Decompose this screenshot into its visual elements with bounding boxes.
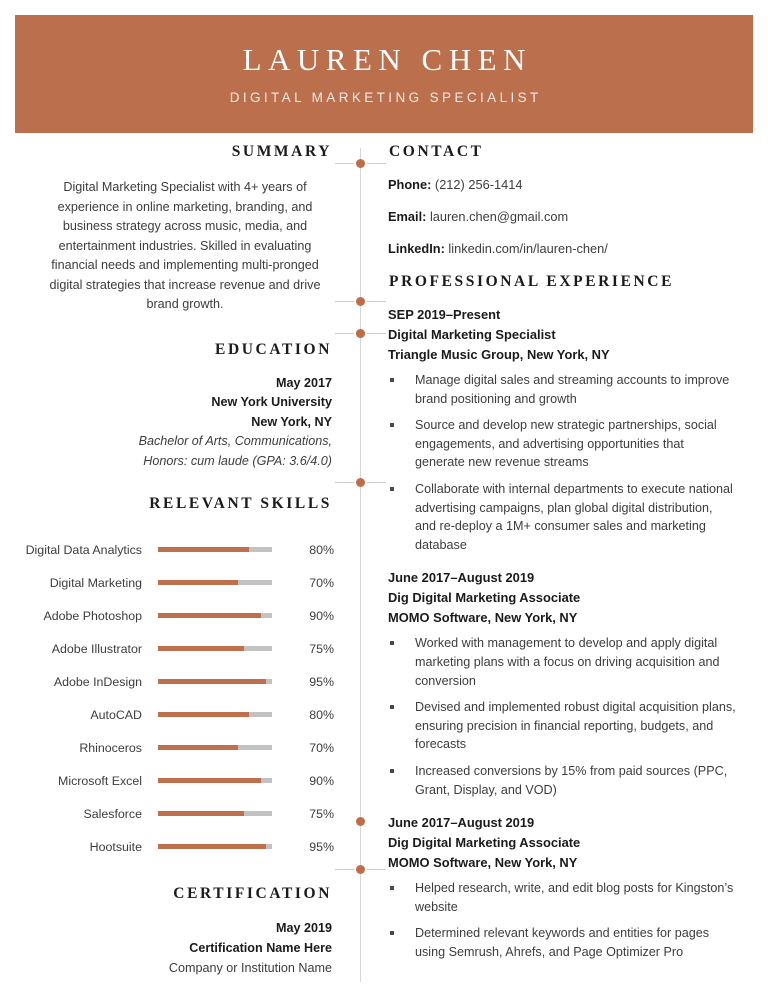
skill-row: [16, 698, 334, 731]
skill-bar-fill: [158, 613, 261, 618]
skill-row: [16, 731, 334, 764]
experience-bullet-list: [388, 879, 736, 961]
skill-bar-fill: [158, 745, 238, 750]
skill-bar-track: [158, 844, 272, 849]
section-heading-relevant-skills: RELEVANT SKILLS: [149, 495, 332, 512]
skill-name: AutoCAD: [90, 707, 142, 722]
contact-label: LinkedIn:: [388, 241, 445, 256]
skill-name: Digital Data Analytics: [25, 542, 142, 557]
section-heading-professional-experience: PROFESSIONAL EXPERIENCE: [389, 273, 675, 290]
contact-label: Phone:: [388, 177, 432, 192]
experience-bullet: Increased conversions by 15% from paid sources (PPC, Grant, Display, and VOD): [388, 762, 736, 799]
experience-role: Dig Digital Marketing Associate: [388, 590, 581, 606]
experience-bullet: Source and develop new strategic partnerships, social engagements, and advertising opportunities that generate new revenue streams: [388, 416, 736, 472]
skill-percent-label: 80%: [309, 542, 334, 557]
skill-bar-track: [158, 547, 272, 552]
section-heading-certification: CERTIFICATION: [173, 885, 332, 902]
skill-name: Adobe Illustrator: [51, 641, 142, 656]
contact-row: [388, 209, 736, 225]
experience-company: MOMO Software, New York, NY: [388, 855, 578, 871]
summary-paragraph: Digital Marketing Specialist with 4+ years of experience in online marketing, branding, and business strategy across music, media, and entertainment industries. Skilled in evaluating financial needs and implementing multi-pronged digital strategies that increase revenue and drive brand growth.: [49, 180, 321, 311]
skill-name: Digital Marketing: [49, 575, 142, 590]
skill-bar-track: [158, 646, 272, 651]
skill-row: [16, 566, 334, 599]
skill-percent-label: 70%: [309, 740, 334, 755]
experience-bullet: Devised and implemented robust digital acquisition plans, ensuring precision in financial reporting, budgets, and forecasts: [388, 698, 736, 754]
skill-row: [16, 533, 334, 566]
marker-tick-left: [335, 163, 354, 164]
skill-percent-label: 70%: [309, 575, 334, 590]
contact-value[interactable]: (212) 256-1414: [431, 177, 523, 192]
section-heading-summary: SUMMARY: [231, 143, 332, 160]
skill-name: Salesforce: [83, 806, 142, 821]
experience-dates: SEP 2019–Present: [388, 307, 501, 322]
contact-row: [388, 177, 736, 193]
left-column: [16, 143, 334, 978]
skill-bar-fill: [158, 547, 249, 552]
marker-tick-right: [367, 163, 386, 164]
candidate-name: LAUREN CHEN: [242, 41, 532, 77]
marker-tick-right: [367, 301, 386, 302]
skill-percent-label: 95%: [309, 674, 334, 689]
marker-tick-left: [335, 482, 354, 483]
skill-row: [16, 797, 334, 830]
experience-dates: June 2017–August 2019: [388, 570, 535, 586]
experience-role: Digital Marketing Specialist: [388, 327, 556, 342]
candidate-job-title: DIGITAL MARKETING SPECIALIST: [229, 90, 542, 106]
experience-bullet: Collaborate with internal departments to execute national advertising campaigns, plan global digital distribution, and re-deploy a 1M+ consumer sales and marketing database: [388, 480, 736, 554]
experience-bullet: Worked with management to develop and apply digital marketing plans with a focus on driving acquisition and conversion: [388, 634, 736, 690]
marker-tick-right: [367, 869, 386, 870]
skill-bar-fill: [158, 646, 244, 651]
skill-row: [16, 764, 334, 797]
experience-entry: [388, 568, 736, 799]
marker-tick-left: [335, 869, 354, 870]
experience-bullet-list: [388, 634, 736, 799]
skill-row: [16, 632, 334, 665]
resume-body: [0, 143, 768, 994]
contact-value[interactable]: lauren.chen@gmail.com: [426, 209, 569, 224]
experience-company: Triangle Music Group, New York, NY: [388, 347, 610, 362]
contact-list: [388, 177, 736, 257]
skill-name: Rhinoceros: [79, 740, 142, 755]
skill-percent-label: 75%: [309, 806, 334, 821]
experience-bullet: Helped research, write, and edit blog posts for Kingston’s website: [388, 879, 736, 916]
skill-bar-track: [158, 811, 272, 816]
marker-tick-right: [367, 482, 386, 483]
skill-bar-fill: [158, 811, 244, 816]
section-heading-contact: CONTACT: [389, 143, 484, 160]
experience-bullet: Determined relevant keywords and entities for pages using Semrush, Ahrefs, and Page Optimizer Pro: [388, 924, 736, 961]
experience-bullet-list: [388, 371, 736, 554]
skill-bar-track: [158, 745, 272, 750]
education-date: May 2017: [275, 375, 332, 390]
skill-name: Adobe Photoshop: [43, 608, 142, 623]
skill-bar-track: [158, 778, 272, 783]
marker-tick-right: [367, 333, 386, 334]
contact-value[interactable]: linkedin.com/in/lauren-chen/: [444, 241, 608, 256]
experience-role: Dig Digital Marketing Associate: [388, 835, 581, 851]
skill-percent-label: 95%: [309, 839, 334, 854]
contact-label: Email:: [388, 209, 427, 224]
column-divider-line: [360, 148, 361, 982]
education-honors: Honors: cum laude (GPA: 3.6/4.0): [143, 453, 332, 468]
skill-percent-label: 90%: [309, 773, 334, 788]
skill-percent-label: 80%: [309, 707, 334, 722]
experience-entry: [388, 305, 736, 554]
skill-bar-track: [158, 580, 272, 585]
skill-bar-track: [158, 712, 272, 717]
experience-company: MOMO Software, New York, NY: [388, 610, 578, 626]
skill-bar-fill: [158, 712, 249, 717]
skill-name: Microsoft Excel: [58, 773, 142, 788]
skill-name: Hootsuite: [89, 839, 142, 854]
education-location: New York, NY: [251, 414, 332, 429]
skill-bar-fill: [158, 844, 266, 849]
skill-row: [16, 665, 334, 698]
skill-row: [16, 830, 334, 863]
right-column: [388, 143, 736, 969]
certification-entry: [16, 918, 334, 978]
skill-bar-track: [158, 679, 272, 684]
marker-tick-left: [335, 333, 354, 334]
education-school: New York University: [211, 395, 332, 409]
resume-header-banner: [15, 15, 753, 133]
experience-dates: June 2017–August 2019: [388, 815, 535, 831]
education-entry: [16, 374, 334, 472]
skill-percent-label: 75%: [309, 641, 334, 656]
skill-percent-label: 90%: [309, 608, 334, 623]
certification-date: May 2019: [275, 921, 332, 935]
skill-bar-fill: [158, 778, 261, 783]
skills-list: [16, 533, 334, 863]
contact-row: [388, 241, 736, 257]
skill-bar-fill: [158, 679, 266, 684]
skill-bar-track: [158, 613, 272, 618]
skill-row: [16, 599, 334, 632]
skill-bar-fill: [158, 580, 238, 585]
experience-bullet: Manage digital sales and streaming accounts to improve brand positioning and growth: [388, 371, 736, 408]
marker-tick-left: [335, 301, 354, 302]
experience-list: [388, 305, 736, 961]
skill-name: Adobe InDesign: [53, 674, 142, 689]
section-heading-education: EDUCATION: [215, 340, 332, 358]
certification-name: Certification Name Here: [189, 941, 332, 955]
certification-issuer: Company or Institution Name: [168, 961, 332, 975]
experience-entry: [388, 813, 736, 961]
education-degree: Bachelor of Arts, Communications,: [138, 434, 332, 448]
